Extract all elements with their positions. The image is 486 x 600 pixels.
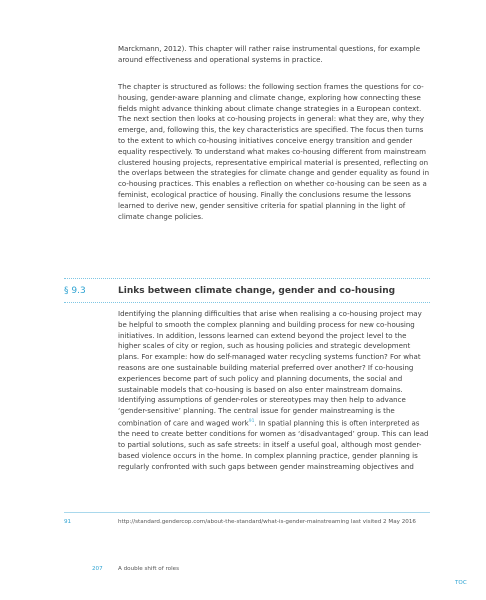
footnote-rule xyxy=(64,512,430,513)
footnote-number: 91 xyxy=(64,519,72,525)
section-body-text-before: Identifying the planning difficulties that arise when realising a co-housing project may be helpful to smooth the complex planning and building process for new co-housing initiatives. In addition, lessons learned can extend beyond the project level to the higher scales of city or region, such as housing policies and strategic development plans. For example: how do self-managed water recycling systems function? For what reasons are one sustainable building material preferred over another? If co-housing experiences become part of such policy and planning documents, the social and sustainable models that co-housing is based on also enter mainstream domains. Identifying assumptions of gender-roles or stereotypes may then help to advance ‘gender-sensitive’ planning. The central issue for gender mainstreaming is the combination of care and waged work xyxy=(118,309,422,428)
page-number: 207 xyxy=(92,566,103,572)
section-title: Links between climate change, gender and co-housing xyxy=(118,286,396,296)
section-divider-bottom xyxy=(64,302,430,303)
paragraph-chapter-structure: The chapter is structured as follows: the following section frames the questions for co-housing, gender-aware planning and climate change, exploring how connecting these fields might advance thinking about climate change strategies in a European context. The next section then looks at co-housing projects in general: what they are, why they emerge, and, following this, the key characteristics are specified. The focus then turns to the extent to which co-housing initiatives conceive energy transition and gender equality respectively. To understand what makes co-housing different from mainstream clustered housing projects, representative empirical material is presented, reflecting on the overlaps between the strategies for climate change and gender equality as found in co-housing practices. This enables a reflection on whether co-housing can be seen as a feminist, ecological practice of housing. Finally the conclusions resume the lessons learned to derive new, gender sensitive criteria for spatial planning in the light of climate change policies. xyxy=(118,82,430,221)
section-divider-top xyxy=(64,278,430,279)
running-title: A double shift of roles xyxy=(118,566,179,572)
section-number: § 9.3 xyxy=(64,286,86,296)
paragraph-intro-continued: Marckmann, 2012). This chapter will rather raise instrumental questions, for example around effectiveness and operational systems in practice. xyxy=(118,44,421,64)
footnote-text: http://standard.gendercop.com/about-the-standard/what-is-gender-mainstreaming last visited 2 May 2016 xyxy=(118,519,416,525)
paragraph-section-body xyxy=(118,309,430,472)
toc-link[interactable]: TOC xyxy=(455,580,467,586)
footnote-reference[interactable]: 91 xyxy=(248,418,255,424)
section-body-text-after: . In spatial planning this is often interpreted as the need to create better conditions for women as ‘disadvantaged’ group. This can lead to partial solutions, such as safe streets: in itself a useful goal, although most gender-based violence occurs in the home. In complex planning practice, gender planning is regularly confronted with such gaps between gender mainstreaming objectives and xyxy=(118,418,429,471)
